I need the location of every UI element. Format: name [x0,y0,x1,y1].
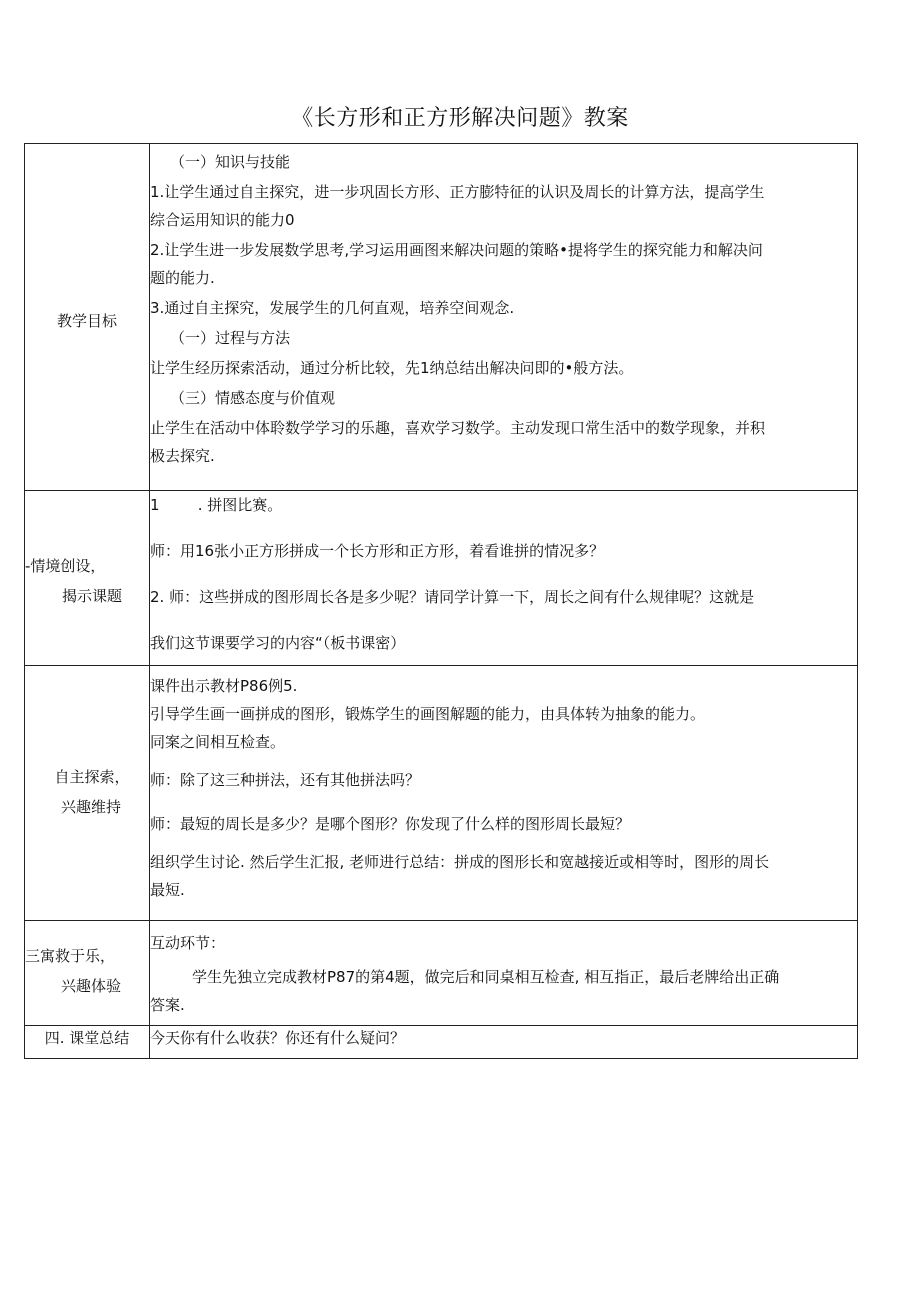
table-row [25,1026,858,1059]
table-row [25,666,858,921]
section-heading: （三）情感态度与价值观 [170,389,336,407]
row-label: 教学目标 [56,312,117,330]
content-line: 3.通过自主探究，发展学生的几何直观，培养空间观念. [150,299,515,317]
row-content-cell [150,1026,858,1059]
content-line: 答案. [150,996,185,1014]
content-line: 师：用16张小正方形拼成一个长方形和正方形，着看谁拼的情况多？ [150,542,605,560]
content-line: 最短. [150,881,185,899]
row-content-cell [150,144,858,491]
row-label-cell [25,666,150,921]
section-heading: （一）知识与技能 [170,153,291,171]
content-line: 止学生在活动中体聆数学学习的乐趣，喜欢学习数学。主动发现口常生活中的数学现象，并积 [150,419,766,437]
content-line: 1 . 拼图比赛。 [150,496,283,514]
row-label: 四. 课堂总结 [44,1029,130,1047]
row-content-cell [150,921,858,1026]
table-row [25,921,858,1026]
table-row [25,491,858,666]
content-line: 2.让学生进一步发展数学思考,学习运用画图来解决问题的策略•提将学生的探究能力和解决问 [150,241,763,259]
content-line: 课件出示教材P86例5. [150,677,298,695]
row-content-cell [150,666,858,921]
row-label: -情境创设， [25,557,106,575]
row-label: 兴趣体验 [60,977,121,995]
row-label: 自主探索， [54,768,130,786]
content-line: 让学生经历探索活动，通过分析比较，先1纳总结出解决问即的•般方法。 [150,359,634,377]
content-line: 今天你有什么收获？你还有什么疑问？ [150,1029,406,1047]
content-line: 1.让学生通过自主探究，进一步巩固长方形、正方膨特征的认识及周长的计算方法，提高学生 [150,183,765,201]
row-label: 兴趣维持 [60,798,121,816]
row-label-cell [25,144,150,491]
row-label-cell [25,491,150,666]
document-title: 《长方形和正方形解决问题》教案 [291,106,629,131]
row-label-cell [25,921,150,1026]
lesson-plan-table [24,143,858,1059]
content-line: 学生先独立完成教材P87的第4题，做完后和同桌相互检查, 相互指正，最后老牌给出正确 [192,968,780,986]
row-label: 三寓救于乐， [25,947,116,965]
content-line: 师：最短的周长是多少？是哪个图形？你发现了什么样的图形周长最短？ [150,815,631,833]
content-line: 师：除了这三种拼法，还有其他拼法吗？ [150,771,421,789]
content-line: 极去探究. [150,447,215,464]
content-line: 组织学生讨论. 然后学生汇报, 老师进行总结：拼成的图形长和宽越接近或相等时，图形的周长 [150,853,770,871]
table-row [25,144,858,491]
content-line: 2. 师：这些拼成的图形周长各是多少呢？请同学计算一下，周长之间有什么规律呢？这就是 [150,588,755,606]
content-line: 我们这节课要学习的内容“（板书课密） [150,634,406,652]
content-line: 互动环节： [150,934,226,952]
content-line: 引导学生画一画拼成的图形，锻炼学生的画图解题的能力，由具体转为抽象的能力。 [150,705,706,723]
row-label-cell [25,1026,150,1059]
content-line: 综合运用知识的能力0 [150,211,295,229]
content-line: 题的能力. [150,269,215,287]
row-content-cell [150,491,858,666]
content-line: 同案之间相互检查。 [150,733,286,751]
section-heading: （一）过程与方法 [170,329,291,347]
row-label: 揭示课题 [61,587,122,605]
